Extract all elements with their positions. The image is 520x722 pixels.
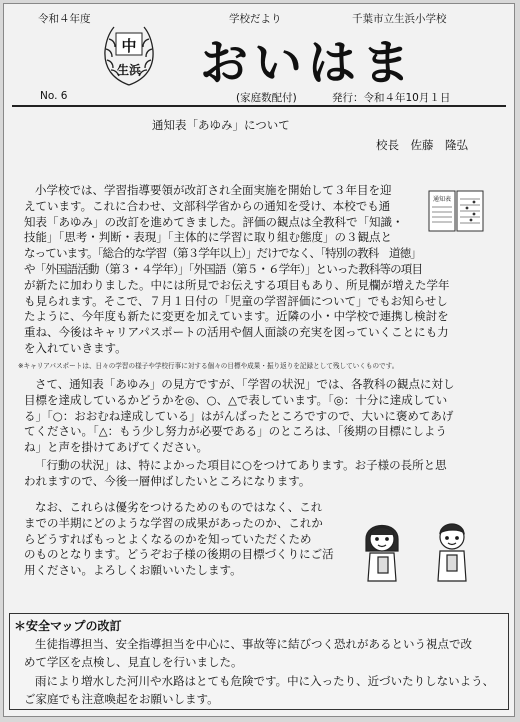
article-author: 校長 佐藤 隆弘 xyxy=(376,138,468,152)
text-line: われますので、今後一層伸ばしたいところになります。 xyxy=(24,473,311,488)
svg-text:中: 中 xyxy=(121,37,137,55)
text-line: のものとなります。どうぞお子様の後期の目標づくりにご活 xyxy=(24,547,334,562)
text-line: や「外国語活動（第３・４学年）」「外国語（第５・６学年）」といった教科等の項目 xyxy=(24,261,423,276)
text-line: なっています。「総合的な学習（第３学年以上）」だけでなく、「特別の教科 道徳」 xyxy=(24,246,421,261)
svg-text:生浜: 生浜 xyxy=(116,63,142,77)
text-line: も見られます。そこで、７月１日付の「児童の学習評価について」でもお知らせし xyxy=(24,293,448,308)
distribution-note: (家庭数配付) xyxy=(236,92,297,104)
article-title: 通知表「あゆみ」について xyxy=(152,118,290,132)
newsletter-type: 学校だより xyxy=(229,13,282,25)
text-line: までの半期にどのような学習の成果があったのか、これか xyxy=(24,515,323,530)
text-line: さて、通知表「あゆみ」の見方ですが、「学習の状況」では、各教科の観点に対し xyxy=(35,377,455,391)
text-line: たように、今年度も新たに変更を加えています。近隣の小・中学校で連携し検討を xyxy=(24,309,449,324)
safety-map-title: ＊安全マップの改訂 xyxy=(14,619,122,633)
paragraph-2 xyxy=(24,377,455,456)
text-line: 技能」「思考・判断・表現」「主体的に学習に取り組む態度」の３観点と xyxy=(24,230,392,245)
fiscal-year: 令和４年度 xyxy=(38,13,91,25)
text-line: 知表「あゆみ」の改訂を進めてきました。評価の観点は全教科で「知識・ xyxy=(24,214,404,229)
text-line: らどうすればもっとよくなるのかを知っていただくため xyxy=(24,531,312,546)
issue-number: No. 6 xyxy=(40,90,68,102)
paragraph-4 xyxy=(24,500,334,579)
text-line: えています。これに合わせ、文部科学省からの通知を受け、本校でも通 xyxy=(24,198,391,213)
children-holding-report-cards-icon xyxy=(356,509,486,589)
issue-date: 発行：令和４年10月１日 xyxy=(332,92,451,104)
booklet-label: 通知表 xyxy=(432,196,452,203)
text-line: を入れていきます。 xyxy=(24,340,127,355)
paragraph-3 xyxy=(24,458,447,490)
text-line: てください。「△：もう少し努力が必要である」のところは、「後期の目標にしよう xyxy=(24,424,447,439)
text-line: 用ください。よろしくお願いいたします。 xyxy=(24,563,242,578)
text-line: 目標を達成しているかどうかを◎、○、△で表しています。「◎：十分に達成してい xyxy=(24,392,448,407)
safety-map-text xyxy=(24,635,494,709)
header-divider xyxy=(12,105,506,107)
text-line: る」「○：おおむね達成している」はがんばったところですので、大いに褒めてあげ xyxy=(24,408,454,423)
school-crest-icon xyxy=(100,21,158,89)
text-line: めて学区を点検し、見直しを行いました。 xyxy=(24,655,243,670)
newsletter-page xyxy=(3,3,515,717)
text-line: ね」と声を掛けてあげてください。 xyxy=(24,440,208,455)
career-passport-note: ※キャリアパスポートは、日々の学習の様子や学校行事に対する個々の目標や成果・振り返りを記録として残していくものです。 xyxy=(18,362,399,370)
newsletter-title: おいはま xyxy=(200,35,417,91)
text-line: 小学校では、学習指導要領が改訂され全面実施を開始して３年目を迎 xyxy=(35,183,392,197)
text-line: 「行動の状況」は、特によかった項目に○をつけてあります。お子様の長所と思 xyxy=(35,458,447,472)
text-line: 生徒指導担当、安全指導担当を中心に、事故等に結びつく恐れがあるという視点で改 xyxy=(35,637,472,651)
text-line: 重ね、今後はキャリアパスポートの活用や個人面談の充実を図っていくことにも力 xyxy=(24,325,449,340)
paragraph-1 xyxy=(24,183,450,357)
school-name: 千葉市立生浜小学校 xyxy=(352,13,447,25)
text-line: なお、これらは優劣をつけるためのものではなく、これ xyxy=(35,500,323,514)
text-line: ご家庭でも注意喚起をお願いします。 xyxy=(24,692,219,707)
safety-map-box xyxy=(9,613,509,710)
text-line: 雨により増水した河川や水路はとても危険です。中に入ったり、近づいたりしないよう、 xyxy=(35,673,495,688)
text-line: が新たに加わりました。中には所見でお伝えする項目もあり、所見欄が増えた学年 xyxy=(24,277,450,292)
